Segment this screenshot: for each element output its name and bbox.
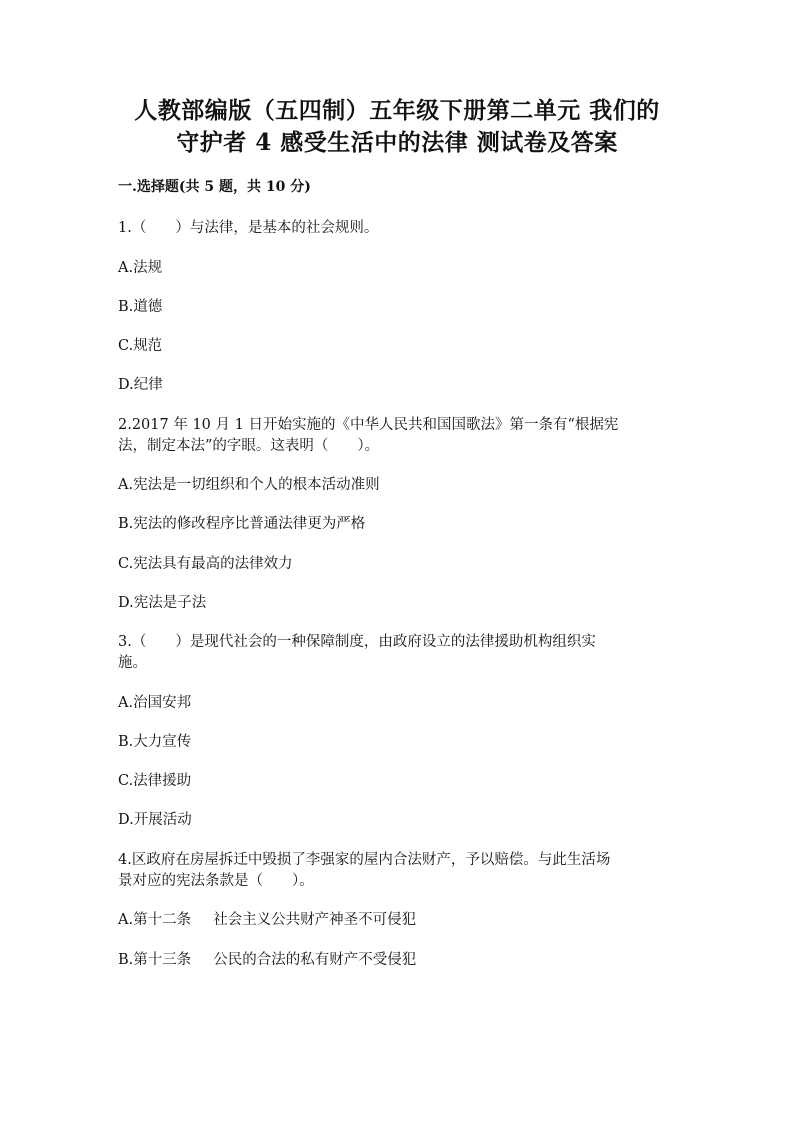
question-1-stem: 1.（ ）与法律，是基本的社会规则。	[118, 220, 379, 236]
question-3-option-d: D.开展活动	[118, 812, 192, 828]
section-heading: 一.选择题(共 5 题，共 10 分)	[118, 179, 311, 195]
question-3-option-c: C.法律援助	[118, 773, 192, 789]
question-3-option-a: A.治国安邦	[118, 695, 192, 711]
document-title-line-2: 守护者 4 感受生活中的法律 测试卷及答案	[176, 129, 618, 156]
question-4-option-b: B.第十三条 公民的合法的私有财产不受侵犯	[118, 952, 417, 968]
question-3-stem-line-2: 施。	[118, 655, 147, 671]
question-2-option-d: D.宪法是子法	[118, 595, 207, 611]
document-title-line-1: 人教部编版（五四制）五年级下册第二单元 我们的	[134, 97, 660, 124]
question-1-option-a: A.法规	[118, 260, 163, 276]
question-4-stem-line-2: 景对应的宪法条款是（ ）。	[118, 873, 314, 889]
question-1-option-d: D.纪律	[118, 377, 163, 393]
question-2-option-b: B.宪法的修改程序比普通法律更为严格	[118, 516, 366, 532]
question-2-stem-line-2: 法，制定本法”的字眼。这表明（ ）。	[118, 438, 380, 454]
question-1-option-c: C.规范	[118, 338, 163, 354]
question-1-option-b: B.道德	[118, 299, 163, 315]
question-4-stem-line-1: 4.区政府在房屋拆迁中毁损了李强家的屋内合法财产，予以赔偿。与此生活场	[118, 852, 611, 868]
question-3-stem-line-1: 3.（ ）是现代社会的一种保障制度，由政府设立的法律援助机构组织实	[118, 634, 596, 650]
question-3-option-b: B.大力宣传	[118, 734, 192, 750]
question-2-option-c: C.宪法具有最高的法律效力	[118, 556, 293, 572]
question-4-option-a: A.第十二条 社会主义公共财产神圣不可侵犯	[118, 912, 417, 928]
question-2-option-a: A.宪法是一切组织和个人的根本活动准则	[118, 477, 380, 493]
question-2-stem-line-1: 2.2017 年 10 月 1 日开始实施的《中华人民共和国国歌法》第一条有“根据宪	[118, 417, 619, 433]
